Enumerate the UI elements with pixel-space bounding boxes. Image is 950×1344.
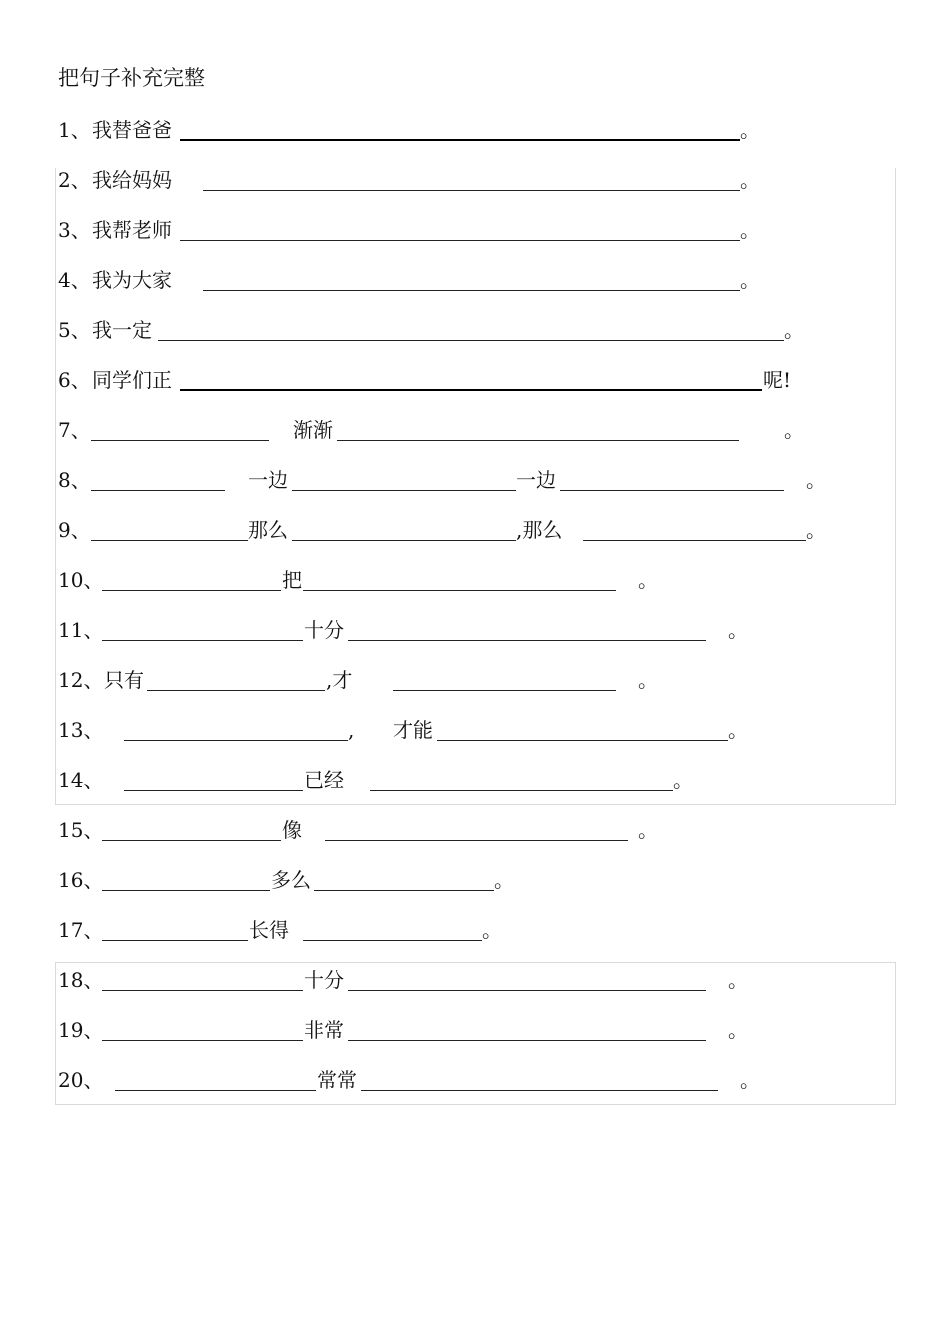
answer-blank[interactable] — [102, 640, 303, 641]
answer-blank[interactable] — [361, 1090, 718, 1091]
answer-blank[interactable] — [337, 440, 739, 441]
question-7 — [0, 416, 950, 446]
sentence-ending: 呢! — [763, 368, 792, 392]
answer-blank[interactable] — [147, 690, 325, 691]
answer-blank[interactable] — [102, 840, 281, 841]
question-17 — [0, 916, 950, 946]
answer-blank[interactable] — [437, 740, 728, 741]
answer-blank[interactable] — [180, 139, 740, 141]
keyword: 十分 — [304, 618, 344, 642]
question-prompt: 我帮老师 — [92, 218, 172, 242]
question-11 — [0, 616, 950, 646]
answer-blank[interactable] — [348, 640, 706, 641]
answer-blank[interactable] — [560, 490, 784, 491]
question-prompt: 我替爸爸 — [92, 118, 172, 142]
answer-blank[interactable] — [91, 490, 225, 491]
answer-blank[interactable] — [102, 990, 303, 991]
sentence-period: 。 — [728, 1018, 748, 1042]
sentence-period: 。 — [482, 918, 502, 942]
question-20 — [0, 1066, 950, 1096]
answer-blank[interactable] — [325, 840, 628, 841]
answer-blank[interactable] — [102, 940, 248, 941]
sentence-period: 。 — [740, 1068, 760, 1092]
sentence-period: 。 — [638, 818, 658, 842]
question-number: 19、 — [58, 1018, 104, 1042]
answer-blank[interactable] — [203, 290, 740, 291]
sentence-period: 。 — [784, 418, 804, 442]
question-18 — [0, 966, 950, 996]
question-13 — [0, 716, 950, 746]
answer-blank[interactable] — [583, 540, 806, 541]
sentence-period: 。 — [740, 168, 760, 192]
sentence-period: 。 — [494, 868, 514, 892]
keyword: 像 — [282, 818, 302, 842]
keyword: 把 — [282, 568, 302, 592]
question-number: 4、 — [58, 268, 91, 292]
keyword: 只有 — [104, 668, 144, 692]
worksheet-title: 把句子补充完整 — [58, 66, 205, 90]
answer-blank[interactable] — [102, 1040, 303, 1041]
keyword: 长得 — [249, 918, 289, 942]
answer-blank[interactable] — [348, 990, 706, 991]
keyword: ,那么 — [516, 518, 563, 542]
answer-blank[interactable] — [158, 340, 784, 341]
question-number: 20、 — [58, 1068, 104, 1092]
keyword: 多么 — [271, 868, 311, 892]
question-number: 1、 — [58, 118, 91, 142]
sentence-period: 。 — [740, 118, 760, 142]
question-prompt: 我为大家 — [92, 268, 172, 292]
keyword: ,才 — [326, 668, 353, 692]
sentence-period: 。 — [806, 518, 826, 542]
keyword: 渐渐 — [293, 418, 333, 442]
sentence-period: 。 — [728, 968, 748, 992]
keyword: , — [348, 718, 355, 742]
answer-blank[interactable] — [180, 389, 762, 391]
question-6 — [0, 366, 950, 396]
question-12 — [0, 666, 950, 696]
answer-blank[interactable] — [314, 890, 494, 891]
question-8 — [0, 466, 950, 496]
answer-blank[interactable] — [292, 490, 516, 491]
sentence-period: 。 — [806, 468, 826, 492]
question-number: 17、 — [58, 918, 104, 942]
keyword: 一边 — [248, 468, 288, 492]
answer-blank[interactable] — [292, 540, 516, 541]
question-number: 12、 — [58, 668, 104, 692]
keyword: 一边 — [516, 468, 556, 492]
answer-blank[interactable] — [124, 790, 303, 791]
question-2 — [0, 166, 950, 196]
sentence-period: 。 — [740, 218, 760, 242]
sentence-period: 。 — [673, 768, 693, 792]
question-number: 14、 — [58, 768, 104, 792]
keyword: 非常 — [304, 1018, 344, 1042]
sentence-period: 。 — [728, 618, 748, 642]
sentence-period: 。 — [740, 268, 760, 292]
question-number: 5、 — [58, 318, 91, 342]
question-number: 10、 — [58, 568, 104, 592]
question-number: 11、 — [58, 618, 104, 642]
question-prompt: 我一定 — [92, 318, 152, 342]
question-number: 15、 — [58, 818, 104, 842]
answer-blank[interactable] — [303, 940, 482, 941]
question-number: 7、 — [58, 418, 91, 442]
question-number: 2、 — [58, 168, 91, 192]
answer-blank[interactable] — [393, 690, 616, 691]
answer-blank[interactable] — [91, 540, 248, 541]
question-19 — [0, 1016, 950, 1046]
question-number: 16、 — [58, 868, 104, 892]
question-1 — [0, 116, 950, 146]
question-prompt: 我给妈妈 — [92, 168, 172, 192]
answer-blank[interactable] — [203, 190, 740, 191]
answer-blank[interactable] — [124, 740, 348, 741]
question-16 — [0, 866, 950, 896]
answer-blank[interactable] — [180, 240, 740, 241]
question-9 — [0, 516, 950, 546]
question-number: 3、 — [58, 218, 91, 242]
keyword: 才能 — [393, 718, 433, 742]
answer-blank[interactable] — [102, 890, 270, 891]
keyword: 常常 — [317, 1068, 357, 1092]
keyword: 那么 — [248, 518, 288, 542]
answer-blank[interactable] — [348, 1040, 706, 1041]
sentence-period: 。 — [728, 718, 748, 742]
sentence-period: 。 — [638, 568, 658, 592]
keyword: 十分 — [304, 968, 344, 992]
question-3 — [0, 216, 950, 246]
answer-blank[interactable] — [370, 790, 673, 791]
question-15 — [0, 816, 950, 846]
question-14 — [0, 766, 950, 796]
question-number: 6、 — [58, 368, 91, 392]
question-10 — [0, 566, 950, 596]
keyword: 已经 — [304, 768, 344, 792]
question-5 — [0, 316, 950, 346]
answer-blank[interactable] — [115, 1090, 316, 1091]
sentence-period: 。 — [638, 668, 658, 692]
question-number: 18、 — [58, 968, 104, 992]
question-prompt: 同学们正 — [92, 368, 172, 392]
question-number: 13、 — [58, 718, 104, 742]
answer-blank[interactable] — [303, 590, 616, 591]
question-number: 9、 — [58, 518, 91, 542]
sentence-period: 。 — [784, 318, 804, 342]
answer-blank[interactable] — [102, 590, 281, 591]
question-number: 8、 — [58, 468, 91, 492]
question-4 — [0, 266, 950, 296]
answer-blank[interactable] — [91, 440, 269, 441]
